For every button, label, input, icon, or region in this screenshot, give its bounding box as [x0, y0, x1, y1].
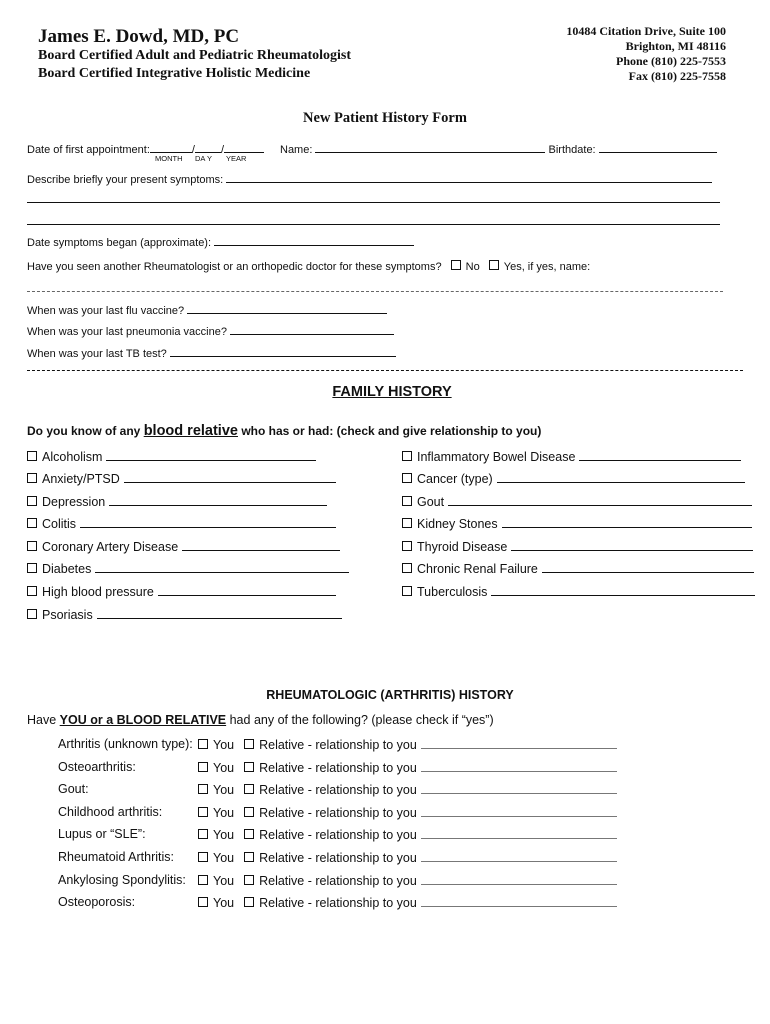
relative-label: Relative - relationship to you: [259, 805, 417, 820]
you-checkbox[interactable]: [198, 784, 208, 794]
you-checkbox[interactable]: [198, 875, 208, 885]
year-caption: YEAR: [226, 154, 247, 163]
address-line-1: 10484 Citation Drive, Suite 100: [566, 24, 726, 38]
condition-label: High blood pressure: [42, 585, 154, 599]
relationship-field[interactable]: [124, 471, 336, 483]
you-label: You: [213, 783, 235, 798]
relative-checkbox[interactable]: [244, 875, 254, 885]
relative-checkbox[interactable]: [244, 829, 254, 839]
tb-label: When was your last TB test?: [27, 348, 167, 360]
relative-label: Relative - relationship to you: [259, 828, 417, 843]
checkbox[interactable]: [402, 496, 412, 506]
relationship-field[interactable]: [542, 561, 754, 573]
relative-label: Relative - relationship to you: [259, 851, 417, 865]
condition-label: Gout: [417, 495, 445, 509]
tb-field[interactable]: [170, 345, 396, 357]
relationship-field[interactable]: [95, 561, 349, 573]
symptoms-began-field[interactable]: [214, 234, 414, 246]
checkbox[interactable]: [27, 563, 37, 573]
family-history-item-chronic-renal-failure: [402, 561, 754, 576]
rheum-condition-arthritis-unknown-type: Arthritis (unknown type):: [58, 737, 193, 751]
credential-line-1: Board Certified Adult and Pediatric Rheumatologist: [38, 48, 352, 63]
condition-label: Psoriasis: [42, 608, 93, 622]
symptoms-field[interactable]: [226, 171, 712, 183]
checkbox[interactable]: [402, 518, 412, 528]
you-label: You: [213, 805, 235, 820]
appointment-year-field[interactable]: [224, 141, 264, 153]
condition-label: Diabetes: [42, 562, 92, 576]
symptoms-line-2[interactable]: [27, 202, 720, 203]
relationship-field[interactable]: [421, 760, 617, 772]
family-history-title: FAMILY HISTORY: [332, 384, 452, 400]
condition-label: Anxiety/PTSD: [42, 472, 120, 486]
relationship-field[interactable]: [448, 494, 752, 506]
checkbox[interactable]: [402, 451, 412, 461]
condition-label: Alcoholism: [42, 450, 103, 464]
name-field[interactable]: [315, 141, 545, 153]
relationship-field[interactable]: [421, 805, 617, 817]
family-history-item-kidney-stones: [402, 516, 752, 531]
relationship-field[interactable]: [106, 449, 316, 461]
condition-label: Depression: [42, 495, 106, 509]
condition-label: Kidney Stones: [417, 517, 498, 531]
you-label: You: [213, 851, 235, 865]
rheum-history-title: RHEUMATOLOGIC (ARTHRITIS) HISTORY: [266, 688, 514, 702]
fax-number: Fax (810) 225-7558: [628, 69, 726, 83]
family-history-item-high-blood-pressure: [27, 584, 336, 599]
you-checkbox[interactable]: [198, 762, 208, 772]
relative-label: Relative - relationship to you: [259, 738, 417, 752]
family-history-item-coronary-artery-disease: [27, 539, 340, 554]
symptoms-began-row: [27, 234, 414, 249]
rheum-condition-ankylosing-spondylitis: Ankylosing Spondylitis:: [58, 872, 186, 887]
relationship-field[interactable]: [502, 516, 752, 528]
you-label: You: [213, 760, 235, 775]
checkbox[interactable]: [27, 451, 37, 461]
you-checkbox[interactable]: [198, 807, 208, 817]
symptoms-line-3[interactable]: [27, 224, 720, 225]
relationship-field[interactable]: [109, 494, 327, 506]
you-checkbox[interactable]: [198, 897, 208, 907]
family-history-item-gout: [402, 494, 752, 509]
relationship-field[interactable]: [579, 449, 741, 461]
relationship-field[interactable]: [158, 584, 336, 596]
you-label: You: [213, 828, 235, 843]
rheum-options-row: [198, 737, 617, 752]
condition-label: Thyroid Disease: [417, 540, 508, 554]
relative-checkbox[interactable]: [244, 739, 254, 749]
relationship-field[interactable]: [421, 782, 617, 794]
birthdate-label: Birthdate:: [548, 144, 596, 156]
family-history-item-anxiety-ptsd: [27, 471, 336, 486]
condition-label: Coronary Artery Disease: [42, 540, 179, 554]
rheum-condition-osteoarthritis: Osteoarthritis:: [58, 759, 136, 774]
condition-label: Colitis: [42, 517, 77, 531]
contact-block: [566, 24, 726, 84]
seen-doctor-label: Have you seen another Rheumatologist or an orthopedic doctor for these symptoms?: [27, 261, 442, 273]
flu-row: [27, 302, 387, 317]
you-label: You: [213, 738, 235, 752]
credential-line-2: Board Certified Integrative Holistic Medicine: [38, 66, 311, 81]
name-label: Name:: [280, 144, 313, 156]
family-history-question: Do you know of any blood relative who has or had: (check and give relationship to you): [27, 423, 542, 439]
condition-label: Cancer (type): [417, 472, 493, 486]
rheum-options-row: [198, 782, 617, 797]
no-checkbox[interactable]: [451, 260, 461, 270]
relative-label: Relative - relationship to you: [259, 873, 417, 888]
checkbox[interactable]: [27, 609, 37, 619]
blood-relative-emphasis: blood relative: [143, 423, 238, 439]
relationship-field[interactable]: [421, 850, 617, 862]
you-or-relative-emphasis: YOU or a BLOOD RELATIVE: [59, 713, 227, 727]
yes-checkbox[interactable]: [489, 260, 499, 270]
address-line-2: Brighton, MI 48116: [625, 39, 726, 53]
rheum-options-row: [198, 873, 617, 888]
seen-doctor-row: [27, 260, 590, 273]
tb-row: [27, 345, 396, 360]
you-checkbox[interactable]: [198, 829, 208, 839]
phone-number: Phone (810) 225-7553: [616, 54, 726, 68]
birthdate-field[interactable]: [599, 141, 717, 153]
rheum-condition-gout: Gout:: [58, 782, 89, 797]
relationship-field[interactable]: [97, 607, 342, 619]
appointment-month-field[interactable]: [150, 141, 192, 153]
relationship-field[interactable]: [421, 827, 617, 839]
rheum-condition-rheumatoid-arthritis: Rheumatoid Arthritis:: [58, 850, 175, 864]
rheum-history-intro: Have YOU or a BLOOD RELATIVE had any of the following? (please check if “yes”): [27, 713, 494, 727]
symptoms-label: Describe briefly your present symptoms:: [27, 174, 224, 186]
checkbox[interactable]: [27, 473, 37, 483]
family-history-item-colitis: [27, 516, 336, 531]
relationship-field[interactable]: [421, 873, 617, 885]
rheum-options-row: [198, 850, 617, 865]
family-history-item-diabetes: [27, 561, 349, 576]
section-divider: [27, 370, 743, 371]
checkbox[interactable]: [402, 563, 412, 573]
relative-checkbox[interactable]: [244, 897, 254, 907]
yes-label: Yes, if yes, name:: [503, 261, 591, 273]
you-checkbox[interactable]: [198, 852, 208, 862]
condition-label: Chronic Renal Failure: [417, 562, 538, 576]
relationship-field[interactable]: [182, 539, 340, 551]
family-history-item-inflammatory-bowel-disease: [402, 449, 741, 464]
checkbox[interactable]: [27, 518, 37, 528]
you-label: You: [213, 896, 235, 911]
pneumonia-label: When was your last pneumonia vaccine?: [27, 326, 227, 338]
family-history-item-alcoholism: [27, 449, 316, 464]
practice-name: James E. Dowd, MD, PC: [38, 26, 240, 47]
relationship-field[interactable]: [421, 737, 617, 749]
rheum-options-row: [198, 760, 617, 775]
appointment-date-label: Date of first appointment:: [27, 144, 150, 156]
checkbox[interactable]: [402, 541, 412, 551]
family-history-item-thyroid-disease: [402, 539, 753, 554]
flu-label: When was your last flu vaccine?: [27, 305, 185, 317]
rheum-condition-osteoporosis: Osteoporosis:: [58, 895, 136, 910]
rheum-condition-childhood-arthritis: Childhood arthritis:: [58, 804, 163, 819]
checkbox[interactable]: [402, 473, 412, 483]
symptoms-began-label: Date symptoms began (approximate):: [27, 237, 212, 249]
relationship-field[interactable]: [511, 539, 753, 551]
relative-checkbox[interactable]: [244, 852, 254, 862]
checkbox[interactable]: [27, 541, 37, 551]
relative-label: Relative - relationship to you: [259, 783, 417, 798]
condition-label: Inflammatory Bowel Disease: [417, 450, 576, 464]
month-caption: MONTH: [155, 154, 183, 163]
pneumonia-row: [27, 323, 394, 338]
rheum-options-row: [198, 827, 617, 842]
relative-checkbox[interactable]: [244, 784, 254, 794]
rheum-options-row: [198, 805, 617, 820]
you-checkbox[interactable]: [198, 739, 208, 749]
checkbox[interactable]: [402, 586, 412, 596]
rheum-options-row: [198, 895, 617, 910]
appointment-date-row: Date of first appointment: / /: [27, 141, 264, 156]
doctor-name-field[interactable]: [27, 291, 723, 292]
you-label: You: [213, 873, 235, 888]
form-title: New Patient History Form: [303, 110, 467, 126]
relationship-field[interactable]: [497, 471, 745, 483]
family-history-item-depression: [27, 494, 327, 509]
family-history-item-psoriasis: [27, 607, 342, 622]
family-history-item-tuberculosis: [402, 584, 755, 599]
relative-checkbox[interactable]: [244, 807, 254, 817]
no-label: No: [465, 261, 480, 273]
relative-checkbox[interactable]: [244, 762, 254, 772]
checkbox[interactable]: [27, 496, 37, 506]
relationship-field[interactable]: [421, 895, 617, 907]
symptoms-row: [27, 171, 712, 186]
relationship-field[interactable]: [491, 584, 755, 596]
appointment-day-field[interactable]: [195, 141, 221, 153]
condition-label: Tuberculosis: [417, 585, 488, 599]
day-caption: DA Y: [195, 154, 212, 163]
relative-label: Relative - relationship to you: [259, 760, 417, 775]
family-history-item-cancer-type: [402, 471, 745, 486]
rheum-condition-lupus-or-sle: Lupus or “SLE”:: [58, 827, 146, 842]
flu-field[interactable]: [187, 302, 387, 314]
pneumonia-field[interactable]: [230, 323, 394, 335]
relationship-field[interactable]: [80, 516, 336, 528]
checkbox[interactable]: [27, 586, 37, 596]
relative-label: Relative - relationship to you: [259, 896, 417, 911]
name-row: [280, 141, 717, 156]
